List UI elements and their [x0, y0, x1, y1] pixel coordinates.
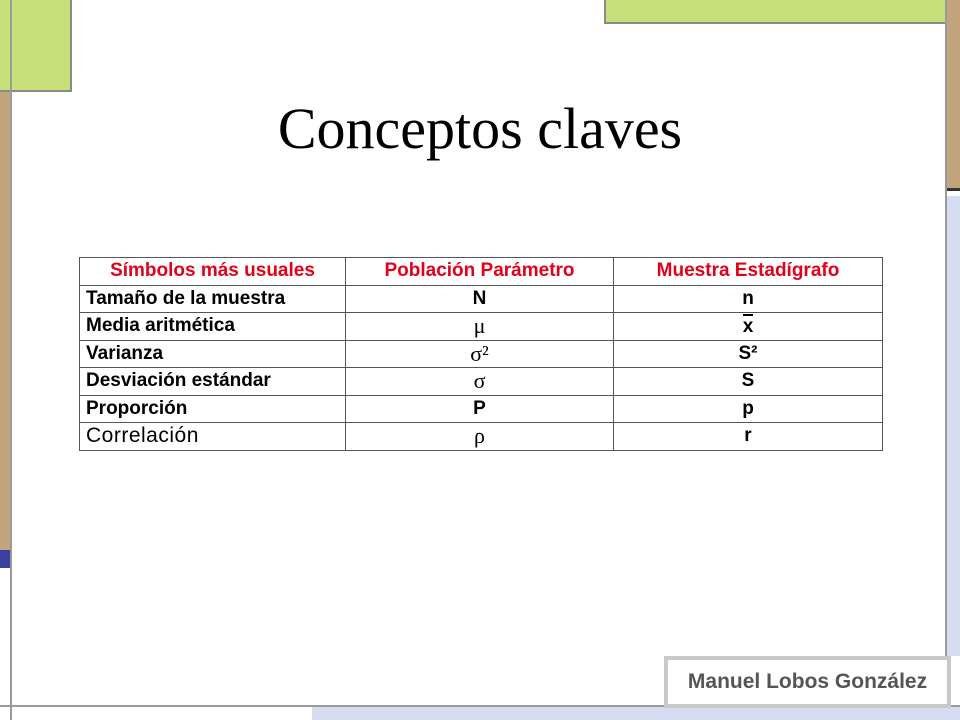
population-symbol: μ	[346, 313, 614, 341]
slide-title: Conceptos claves	[277, 96, 683, 161]
row-label: Correlación	[80, 423, 346, 451]
table-row	[80, 423, 883, 451]
row-label: Tamaño de la muestra	[80, 285, 346, 313]
row-label: Varianza	[80, 340, 346, 368]
population-symbol: σ²	[346, 340, 614, 368]
sample-symbol: S²	[614, 340, 883, 368]
population-symbol: P	[346, 395, 614, 423]
table-row	[80, 395, 883, 423]
sample-symbol: x	[742, 316, 754, 338]
author-footer	[664, 656, 951, 708]
table-header-row	[80, 258, 883, 286]
population-symbol: N	[346, 285, 614, 313]
sample-symbol: S	[614, 368, 883, 396]
top-right-green-block	[604, 0, 949, 24]
header-population: Población Parámetro	[346, 258, 614, 286]
header-sample: Muestra Estadígrafo	[614, 258, 883, 286]
right-lavender-stripe	[947, 196, 960, 656]
right-dark-line	[947, 188, 960, 191]
table-row	[80, 340, 883, 368]
sample-symbol: n	[614, 285, 883, 313]
table-row	[80, 313, 883, 341]
header-symbols: Símbolos más usuales	[80, 258, 346, 286]
author-name: Manuel Lobos González	[687, 670, 928, 693]
row-label: Media aritmética	[80, 313, 346, 341]
table-row	[80, 285, 883, 313]
bottom-lavender-band	[312, 707, 960, 720]
symbols-table	[79, 257, 883, 451]
population-symbol: ρ	[346, 423, 614, 451]
table-row	[80, 368, 883, 396]
sample-symbol: p	[614, 395, 883, 423]
sample-symbol: r	[614, 423, 883, 451]
population-symbol: σ	[346, 368, 614, 396]
row-label: Proporción	[80, 395, 346, 423]
sample-symbol-cell	[614, 313, 883, 341]
row-label: Desviación estándar	[80, 368, 346, 396]
left-blue-stripe	[0, 550, 10, 568]
